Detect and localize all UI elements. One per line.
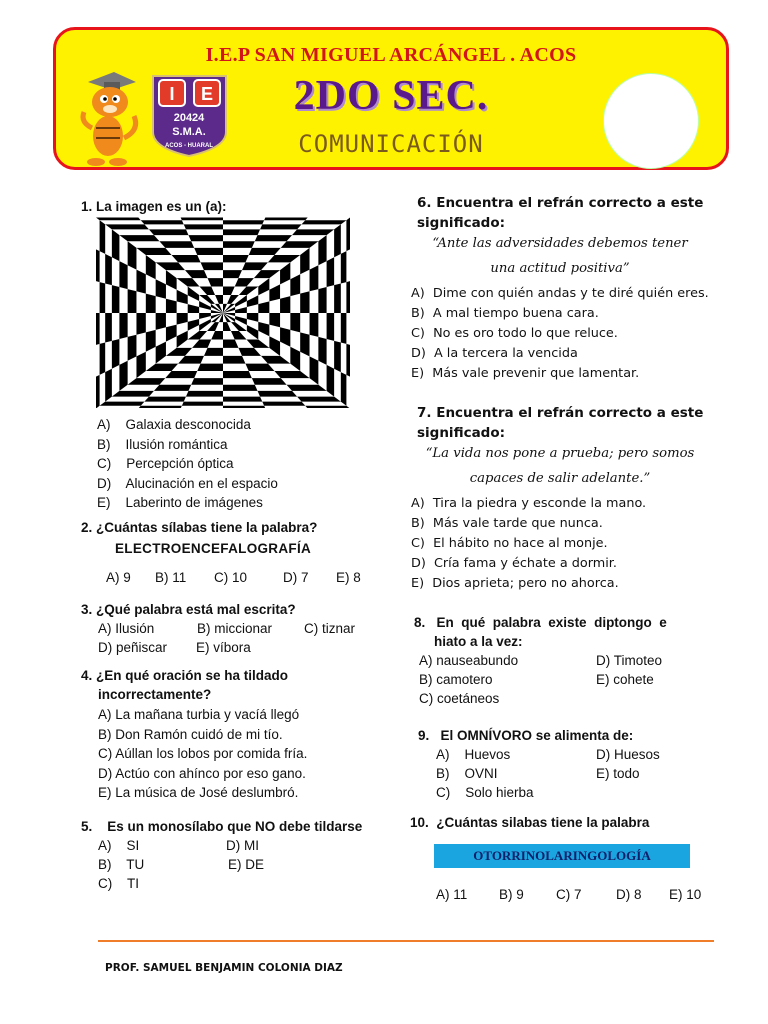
q7-title: 7. Encuentra el refrán correcto a este (417, 405, 704, 421)
q8-title-cont: hiato a la vez: (434, 634, 523, 649)
q1-option-b[interactable]: B) Ilusión romántica (97, 436, 228, 452)
q9-option-a[interactable]: A) Huevos (436, 747, 511, 762)
q8-title: 8. En qué palabra existe diptongo e (414, 615, 667, 630)
q6-quote-line1: “Ante las adversidades debemos tener (432, 236, 688, 251)
q5-option-c[interactable]: C) TI (98, 876, 140, 891)
q10-option-e[interactable]: E) 10 (669, 887, 702, 902)
photo-placeholder (603, 73, 699, 169)
badge-code: 20424 (173, 112, 205, 124)
q10-option-c[interactable]: C) 7 (556, 887, 582, 902)
q9-option-b[interactable]: B) OVNI (436, 766, 498, 781)
q3-option-e[interactable]: E) víbora (196, 640, 251, 655)
q9-option-e[interactable]: E) todo (596, 766, 640, 781)
q1-title: 1. La imagen es un (a): (81, 199, 227, 214)
q10-option-a[interactable]: A) 11 (436, 887, 468, 902)
q10-option-d[interactable]: D) 8 (616, 887, 642, 902)
q4-title: 4. ¿En qué oración se ha tildado (81, 668, 289, 683)
q8-option-b[interactable]: B) camotero (419, 672, 493, 687)
q1-option-d[interactable]: D) Alucinación en el espacio (97, 475, 278, 491)
q2-option-c[interactable]: C) 10 (214, 570, 248, 585)
q2-word: ELECTROENCEFALOGRAFÍA (115, 541, 312, 556)
q9-option-c[interactable]: C) Solo hierba (436, 785, 534, 800)
q4-option-a[interactable]: A) La mañana turbia y vacíá llegó (98, 707, 300, 722)
q2-option-d[interactable]: D) 7 (283, 570, 309, 585)
q7-quote-line1: “La vida nos pone a prueba; pero somos (425, 446, 695, 461)
q7-title-cont: significado: (417, 425, 506, 441)
q1-options (97, 415, 278, 513)
q5-option-a[interactable]: A) SI (98, 838, 140, 853)
q2-option-a[interactable]: A) 9 (106, 570, 131, 585)
q3-option-b[interactable]: B) miccionar (197, 621, 273, 636)
optical-illusion-image (96, 217, 350, 408)
school-badge-icon (151, 74, 228, 158)
q6-option-d[interactable]: D) A la tercera la vencida (411, 346, 578, 361)
q8-option-e[interactable]: E) cohete (596, 672, 654, 687)
q4-options (98, 705, 307, 803)
q7-option-d[interactable]: D) Cría fama y échate a dormir. (411, 556, 617, 571)
q8-option-a[interactable]: A) nauseabundo (419, 653, 519, 668)
badge-letter-i: I (169, 84, 175, 104)
school-name: I.E.P SAN MIGUEL ARCÁNGEL . ACOS (205, 44, 577, 66)
q8-option-d[interactable]: D) Timoteo (596, 653, 663, 668)
q6-option-e[interactable]: E) Más vale prevenir que lamentar. (411, 366, 640, 381)
subject-title: COMUNICACIÓN (298, 130, 484, 158)
q4-option-d[interactable]: D) Actúo con ahínco por eso gano. (98, 765, 306, 781)
q10-word-banner: OTORRINOLARINGOLOGÍA (434, 844, 690, 868)
q7-option-e[interactable]: E) Dios aprieta; pero no ahorca. (411, 576, 619, 591)
grade-title: 2DO SEC. (293, 73, 489, 119)
q6-option-b[interactable]: B) A mal tiempo buena cara. (411, 306, 599, 321)
q5-option-d[interactable]: D) MI (226, 838, 259, 853)
q3-option-d[interactable]: D) peñiscar (98, 640, 168, 655)
tiger-mascot-icon (74, 68, 146, 168)
q4-option-e[interactable]: E) La música de José deslumbró. (98, 785, 299, 801)
q7-option-b[interactable]: B) Más vale tarde que nunca. (411, 516, 603, 531)
q7-quote-line2: capaces de salir adelante.” (469, 471, 651, 486)
q5-title: 5. Es un monosílabo que NO debe tildarse (81, 819, 363, 834)
q6-options (411, 284, 709, 384)
q6-quote-line2: una actitud positiva” (490, 261, 630, 276)
q6-option-a[interactable]: A) Dime con quién andas y te diré quién eres. (411, 286, 709, 301)
q2-title: 2. ¿Cuántas sílabas tiene la palabra? (81, 520, 318, 535)
q10-option-b[interactable]: B) 9 (499, 887, 524, 902)
badge-place: ACOS - HUARAL (165, 143, 213, 149)
q6-title: 6. Encuentra el refrán correcto a este (417, 195, 704, 211)
q1-option-a[interactable]: A) Galaxia desconocida (97, 417, 251, 432)
q7-option-c[interactable]: C) El hábito no hace al monje. (411, 536, 608, 551)
q3-option-a[interactable]: A) Ilusión (98, 621, 155, 636)
q10-title: 10. ¿Cuántas silabas tiene la palabra (410, 815, 650, 830)
q2-option-b[interactable]: B) 11 (155, 570, 187, 585)
q5-option-e[interactable]: E) DE (228, 857, 265, 872)
footer-divider (98, 940, 714, 942)
q3-title: 3. ¿Qué palabra está mal escrita? (81, 602, 296, 617)
q7-options (411, 494, 646, 594)
q6-option-c[interactable]: C) No es oro todo lo que reluce. (411, 326, 618, 341)
q3-option-c[interactable]: C) tiznar (304, 621, 356, 636)
teacher-name: PROF. SAMUEL BENJAMIN COLONIA DIAZ (105, 962, 343, 974)
q4-title-cont: incorrectamente? (98, 687, 212, 702)
q4-option-c[interactable]: C) Aúllan los lobos por comida fría. (98, 746, 308, 762)
badge-letter-e: E (200, 84, 214, 104)
q4-option-b[interactable]: B) Don Ramón cuidó de mi tío. (98, 726, 283, 742)
q1-option-c[interactable]: C) Percepción óptica (97, 456, 234, 472)
q5-option-b[interactable]: B) TU (98, 857, 145, 872)
q7-option-a[interactable]: A) Tira la piedra y esconde la mano. (411, 496, 647, 511)
q6-title-cont: significado: (417, 215, 506, 231)
q9-title: 9. El OMNÍVORO se alimenta de: (418, 728, 634, 743)
q8-option-c[interactable]: C) coetáneos (419, 691, 500, 706)
q9-option-d[interactable]: D) Huesos (596, 747, 660, 762)
q1-option-e[interactable]: E) Laberinto de imágenes (97, 495, 263, 511)
q2-option-e[interactable]: E) 8 (336, 570, 361, 585)
badge-initials: S.M.A. (172, 126, 206, 138)
